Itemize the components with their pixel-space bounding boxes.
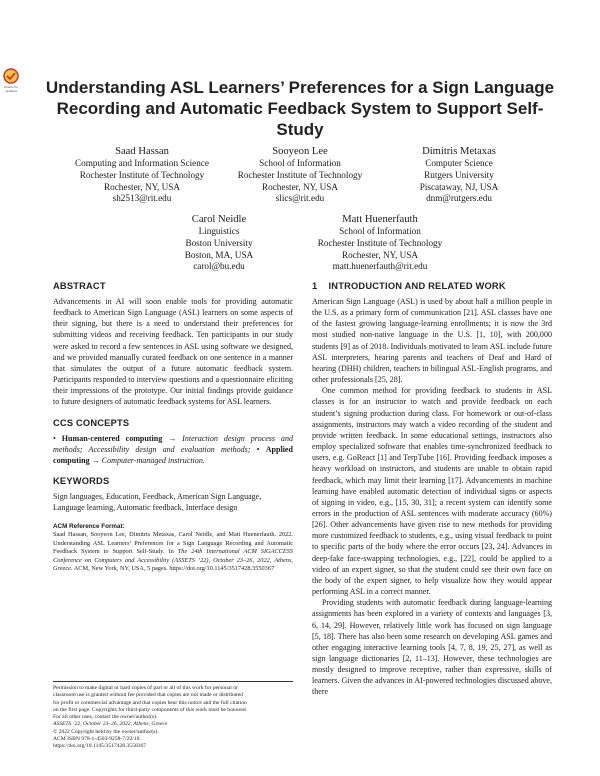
keywords-text: Sign languages, Education, Feedback, American Sign Language, Language learning, Automatic feedback, Interface design	[53, 492, 262, 513]
permission-line: for profit or commercial advantage and that copies bear this notice and the full citation	[53, 699, 247, 706]
author-location: Rochester, NY, USA	[103, 181, 181, 192]
intro-paragraph-1: American Sign Language (ASL) is used by about half a million people in the U.S. as a primary form of communication [21]. ASL classes have one of the fastest growing language-learning enrollments; it is now the 3rd most studied non-native language in the U.S. [1, 10], with 200,000 students [9] as of 2018. Individuals motivated to learn ASL include future ASL interpreters, hearing parents and teachers of Deaf and Hard of hearing (DHH) children, teachers in bilingual ASL-English programs, and other professionals [25, 28].	[312, 297, 552, 385]
permission-line[interactable]: https://doi.org/10.1145/3517428.3550367	[53, 743, 147, 750]
abstract-section	[53, 280, 293, 408]
author-email[interactable]: slics@rit.edu	[275, 193, 325, 204]
author-email[interactable]: dnm@rutgers.edu	[426, 193, 492, 204]
permission-line: ACM ISBN 978-1-4503-9258-7/22/10.	[53, 736, 141, 743]
acm-reference-text	[53, 531, 293, 574]
permission-notice	[53, 681, 293, 751]
ccs-text	[53, 433, 293, 466]
acm-reference	[53, 522, 293, 574]
ccs-heading: CCS CONCEPTS	[53, 417, 130, 428]
ccs-desc: Computer-managed instruction.	[101, 455, 205, 465]
permission-line: classroom use is granted without fee provided that copies are not made or distributed	[53, 692, 243, 699]
author-block	[210, 145, 390, 205]
author-email[interactable]: sh2513@rit.edu	[112, 193, 172, 204]
paper-title: Understanding ASL Learners’ Preferences for a Sign Language Recording and Automatic Feedback System to Support Self-Study	[45, 78, 555, 139]
permission-line: © 2022 Copyright held by the owner/author(s).	[53, 728, 159, 735]
abstract-text: Advancements in AI will soon enable tools for providing automatic feedback to American Sign Language (ASL) learners on some aspects of their signing, but there is a need to understand their preferences for submitting videos and receiving feedback. Ten participants in our study were asked to record a few sentences in ASL using software we designed, and we provided manually curated feedback on one sentence in a manner that simulates the output of a future automatic feedback system. Participants responded to interview questions and a questionnaire eliciting their impressions of the prototype. Our initial findings provide guidance to future designers of automatic feedback systems for ASL learners.	[53, 297, 293, 407]
author-dept: School of Information	[339, 226, 421, 236]
author-name: Saad Hassan	[115, 146, 169, 157]
author-affiliation: Rochester Institute of Technology	[79, 169, 205, 180]
ccs-section	[53, 417, 293, 466]
author-block	[52, 145, 232, 205]
ccs-arrow: →	[89, 455, 102, 465]
left-column	[53, 280, 293, 574]
badge-label: Check for updates	[3, 85, 19, 93]
ccs-term: Human-centered computing	[61, 433, 163, 443]
author-location: Boston, MA, USA	[184, 249, 254, 260]
ccs-bullet: •	[256, 444, 260, 454]
keywords-section	[53, 475, 293, 513]
bookmark-ribbon-icon	[0, 68, 22, 86]
permission-line: on the first page. Copyrights for third-party components of this work must be honored.	[53, 706, 248, 713]
check-for-updates-badge[interactable]	[0, 68, 22, 94]
keywords-heading: KEYWORDS	[53, 476, 110, 487]
author-dept: Computer Science	[425, 158, 493, 168]
ccs-term: Applied computing	[53, 444, 293, 465]
permission-line: Permission to make digital or hard copies of part or all of this work for personal or	[53, 685, 238, 691]
ref-end: ACM, New York, NY, USA, 5 pages. https://doi.org/10.1145/3517428.3550367	[72, 565, 275, 573]
author-block	[369, 145, 549, 205]
permission-line: ASSETS ’22, October 23–26, 2022, Athens, Greece	[53, 721, 168, 728]
author-affiliation: Rochester Institute of Technology	[237, 169, 363, 180]
author-email[interactable]: carol@bu.edu	[193, 261, 245, 272]
ccs-arrow: →	[162, 433, 183, 443]
permission-line: For all other uses, contact the owner/author(s).	[53, 714, 158, 721]
acm-reference-heading: ACM Reference Format:	[53, 523, 125, 531]
author-location: Piscataway, NJ, USA	[419, 181, 499, 192]
author-location: Rochester, NY, USA	[341, 249, 419, 260]
author-affiliation: Rutgers University	[424, 169, 494, 180]
author-email[interactable]: matt.huenerfauth@rit.edu	[332, 261, 428, 272]
author-affiliation: Rochester Institute of Technology	[317, 237, 443, 248]
intro-paragraph-2: One common method for providing feedback to students in ASL classes is for an instructor to watch and provide feedback on each student’s signing production during class. For homework or out-of-class assignments, instructors may watch a video recording of the student and provide written feedback. In some educational settings, instructors also employ specialized software that enables time-synchronized feedback to users, e.g. GoReact [1] and TerpTube [16]. Providing feedback imposes a heavy workload on instructors, and students are unable to obtain rapid feedback, which may limit their learning [17]. Advancements in machine learning have enabled automatic detection of individual signs or aspects of signing in video, e.g., [15, 30, 31]; a recent system can identify some errors in the production of ASL sentences with moderate accuracy (60%) [26]. Other advancements have given rise to new methods for providing more customized feedback to students, e.g., using visual feedback to point to specific parts of the body where the error occurs [23, 24]. Advances in deep-fake face-swapping technologies, e.g., [22], could be applied to a video of an expert signer, so that the student could see their own face on the body of the expert signer, to help visualize how they would appear performing ASL in a correct manner.	[312, 386, 552, 597]
author-block	[290, 213, 470, 273]
author-name: Carol Neidle	[191, 214, 247, 225]
author-dept: Computing and Information Science	[75, 158, 209, 168]
ccs-bullet: •	[53, 433, 56, 443]
author-name: Matt Huenerfauth	[342, 214, 418, 225]
right-column	[312, 280, 552, 698]
ref-plain: Saad Hassan, Sooyeon Lee, Dimitris Metaxas, Carol Neidle, and Matt Huenerfauth. 2022. Understanding ASL Learners’ Preferences for a Sign Language Recording and Automatic Feedback System to Support Self-Study. In	[53, 531, 293, 556]
intro-paragraph-3: Providing students with automatic feedback during language-learning assignments has been explored in a variety of contexts and languages [3, 6, 14, 29]. However, relatively little work has focused on sign language [5, 18]. There has also been some research on developing ASL games and other engaging interactive learning tools [4, 7, 8, 19, 25, 27], as well as sign language dictionaries [2, 11–13]. However, these technologies are mostly designed to improve receptive, rather than expressive, skills of learners. Given the advances in AI-powered technologies discussed above, there	[312, 598, 552, 697]
author-name: Sooyeon Lee	[272, 146, 328, 157]
author-name: Dimitris Metaxas	[422, 146, 496, 157]
abstract-heading: ABSTRACT	[53, 281, 106, 291]
author-dept: Linguistics	[198, 226, 240, 236]
author-location: Rochester, NY, USA	[261, 181, 339, 192]
author-block	[129, 213, 309, 273]
ccs-desc: Interaction design process and methods; Accessibility design and evaluation methods;	[53, 433, 294, 454]
author-affiliation: Boston University	[185, 237, 253, 248]
author-dept: School of Information	[259, 158, 341, 168]
ref-venue: The 24th International ACM SIGACCESS Conference on Computers and Accessibility (ASSETS ’22), October 23–26, 2022, Athens, Greece.	[53, 548, 293, 573]
intro-heading: 1 INTRODUCTION AND RELATED WORK	[312, 281, 506, 291]
